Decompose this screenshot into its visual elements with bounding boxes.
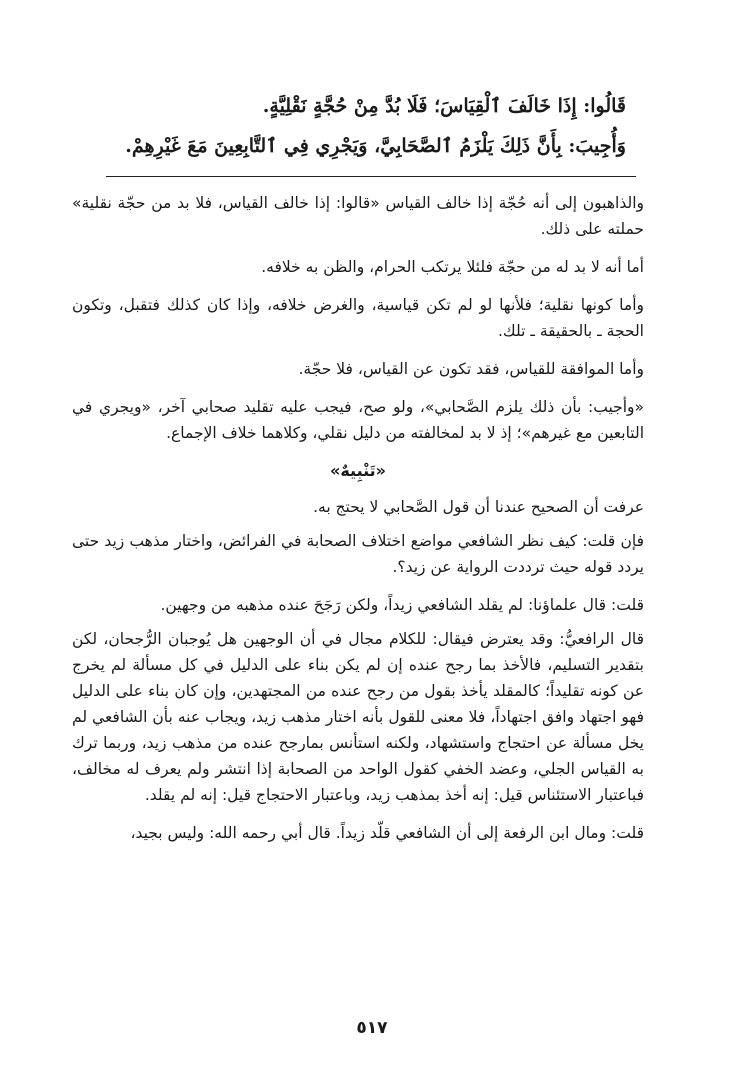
page-number: ٥١٧	[356, 1018, 388, 1038]
commentary-paragraph: عرفت أن الصحيح عندنا أن قول الصَّحابي لا يحتج به.	[313, 498, 644, 516]
commentary-paragraph: قال الرافعيُّ: وقد يعترض فيقال: للكلام مجال في أن الوجهين هل يُوجبان الرُّجحان، لكن بتقدير التسليم، فالأخذ بما رجح عنده إن لم يكن بناء على الدليل في كل مسألة لم يخرج عن كونه تقليداً؛ كالمقلد يأخذ بقول من رجح عنده من المجتهدين، وإن كان بناء على الدليل فهو اجتهاد وافق اجتهاداً، فلا معنى للقول بأنه اختار مذهب زيد، ويجاب عنه بأن الشافعي لم يخل مسألة عن احتجاج واستشهاد، ولكنه استأنس بمارجح عنده من مذهب زيد، وربما ترك به القياس الجلي، وعضد الخفي كقول الواحد من الصحابة إذا انتشر ولم يعرف له مخالف، فباعتبار الاستئناس قيل: إنه أخذ بمذهب زيد، وباعتبار الاحتجاج قيل: إنه لم يقلد.	[72, 630, 644, 804]
commentary-paragraph: «وأجيب: بأن ذلك يلزم الصَّحابي»، ولو صح، فيجب عليه تقليد صحابي آخر، «ويجري في التابعين مع غيرهم»؛ إذ لا بد لمخالفته من دليل نقلي، وكلاهما خلاف الإجماع.	[72, 398, 644, 442]
commentary-paragraph: فإن قلت: كيف نظر الشافعي مواضع اختلاف الصحابة في الفرائض، واختار مذهب زيد حتى يردد قوله حيث ترددت الرواية عن زيد؟.	[72, 532, 644, 576]
commentary-paragraph: وأما الموافقة للقياس، فقد تكون عن القياس، فلا حجّة.	[298, 360, 644, 378]
matn-divider	[106, 176, 636, 177]
matn-line-1: قَالُوا: إِذَا خَالَفَ ٱلْقِيَاسَ؛ فَلَا بُدَّ مِنْ حُجَّةٍ نَقْلِيَّةٍ.	[262, 95, 626, 117]
matn-line-2: وَأُجِيبَ: بِأَنَّ ذَلِكَ يَلْزَمُ ٱلصَّحَابِيَّ، وَيَجْرِي فِي ٱلتَّابِعِينَ مَعَ غَيْرِهِمْ.	[125, 135, 626, 157]
commentary-paragraph: قلت: قال علماؤنا: لم يقلد الشافعي زيداً، ولكن رَجَحَ عنده مذهبه من وجهين.	[160, 596, 644, 614]
commentary-paragraph: والذاهبون إلى أنه حُجّة إذا خالف القياس «قالوا: إذا خالف القياس، فلا بد من حجّة نقلية» حملته على ذلك.	[72, 194, 644, 238]
commentary-paragraph: وأما كونها نقلية؛ فلأنها لو لم تكن قياسية، والغرض خلافه، وإذا كان كذلك فتقبل، وتكون الحجة ـ بالحقيقة ـ تلك.	[72, 296, 644, 340]
commentary-text	[72, 190, 644, 858]
commentary-paragraph: قلت: ومال ابن الرفعة إلى أن الشافعي قلّد زيداً. قال أبي رحمه الله: وليس بجيد،	[130, 824, 644, 842]
matn-text	[125, 86, 626, 166]
commentary-paragraph: أما أنه لا بد له من حجّة فلئلا يرتكب الحرام، والظن به خلافه.	[261, 258, 644, 276]
section-heading: «تَنْبِيهٌ»	[330, 461, 386, 480]
